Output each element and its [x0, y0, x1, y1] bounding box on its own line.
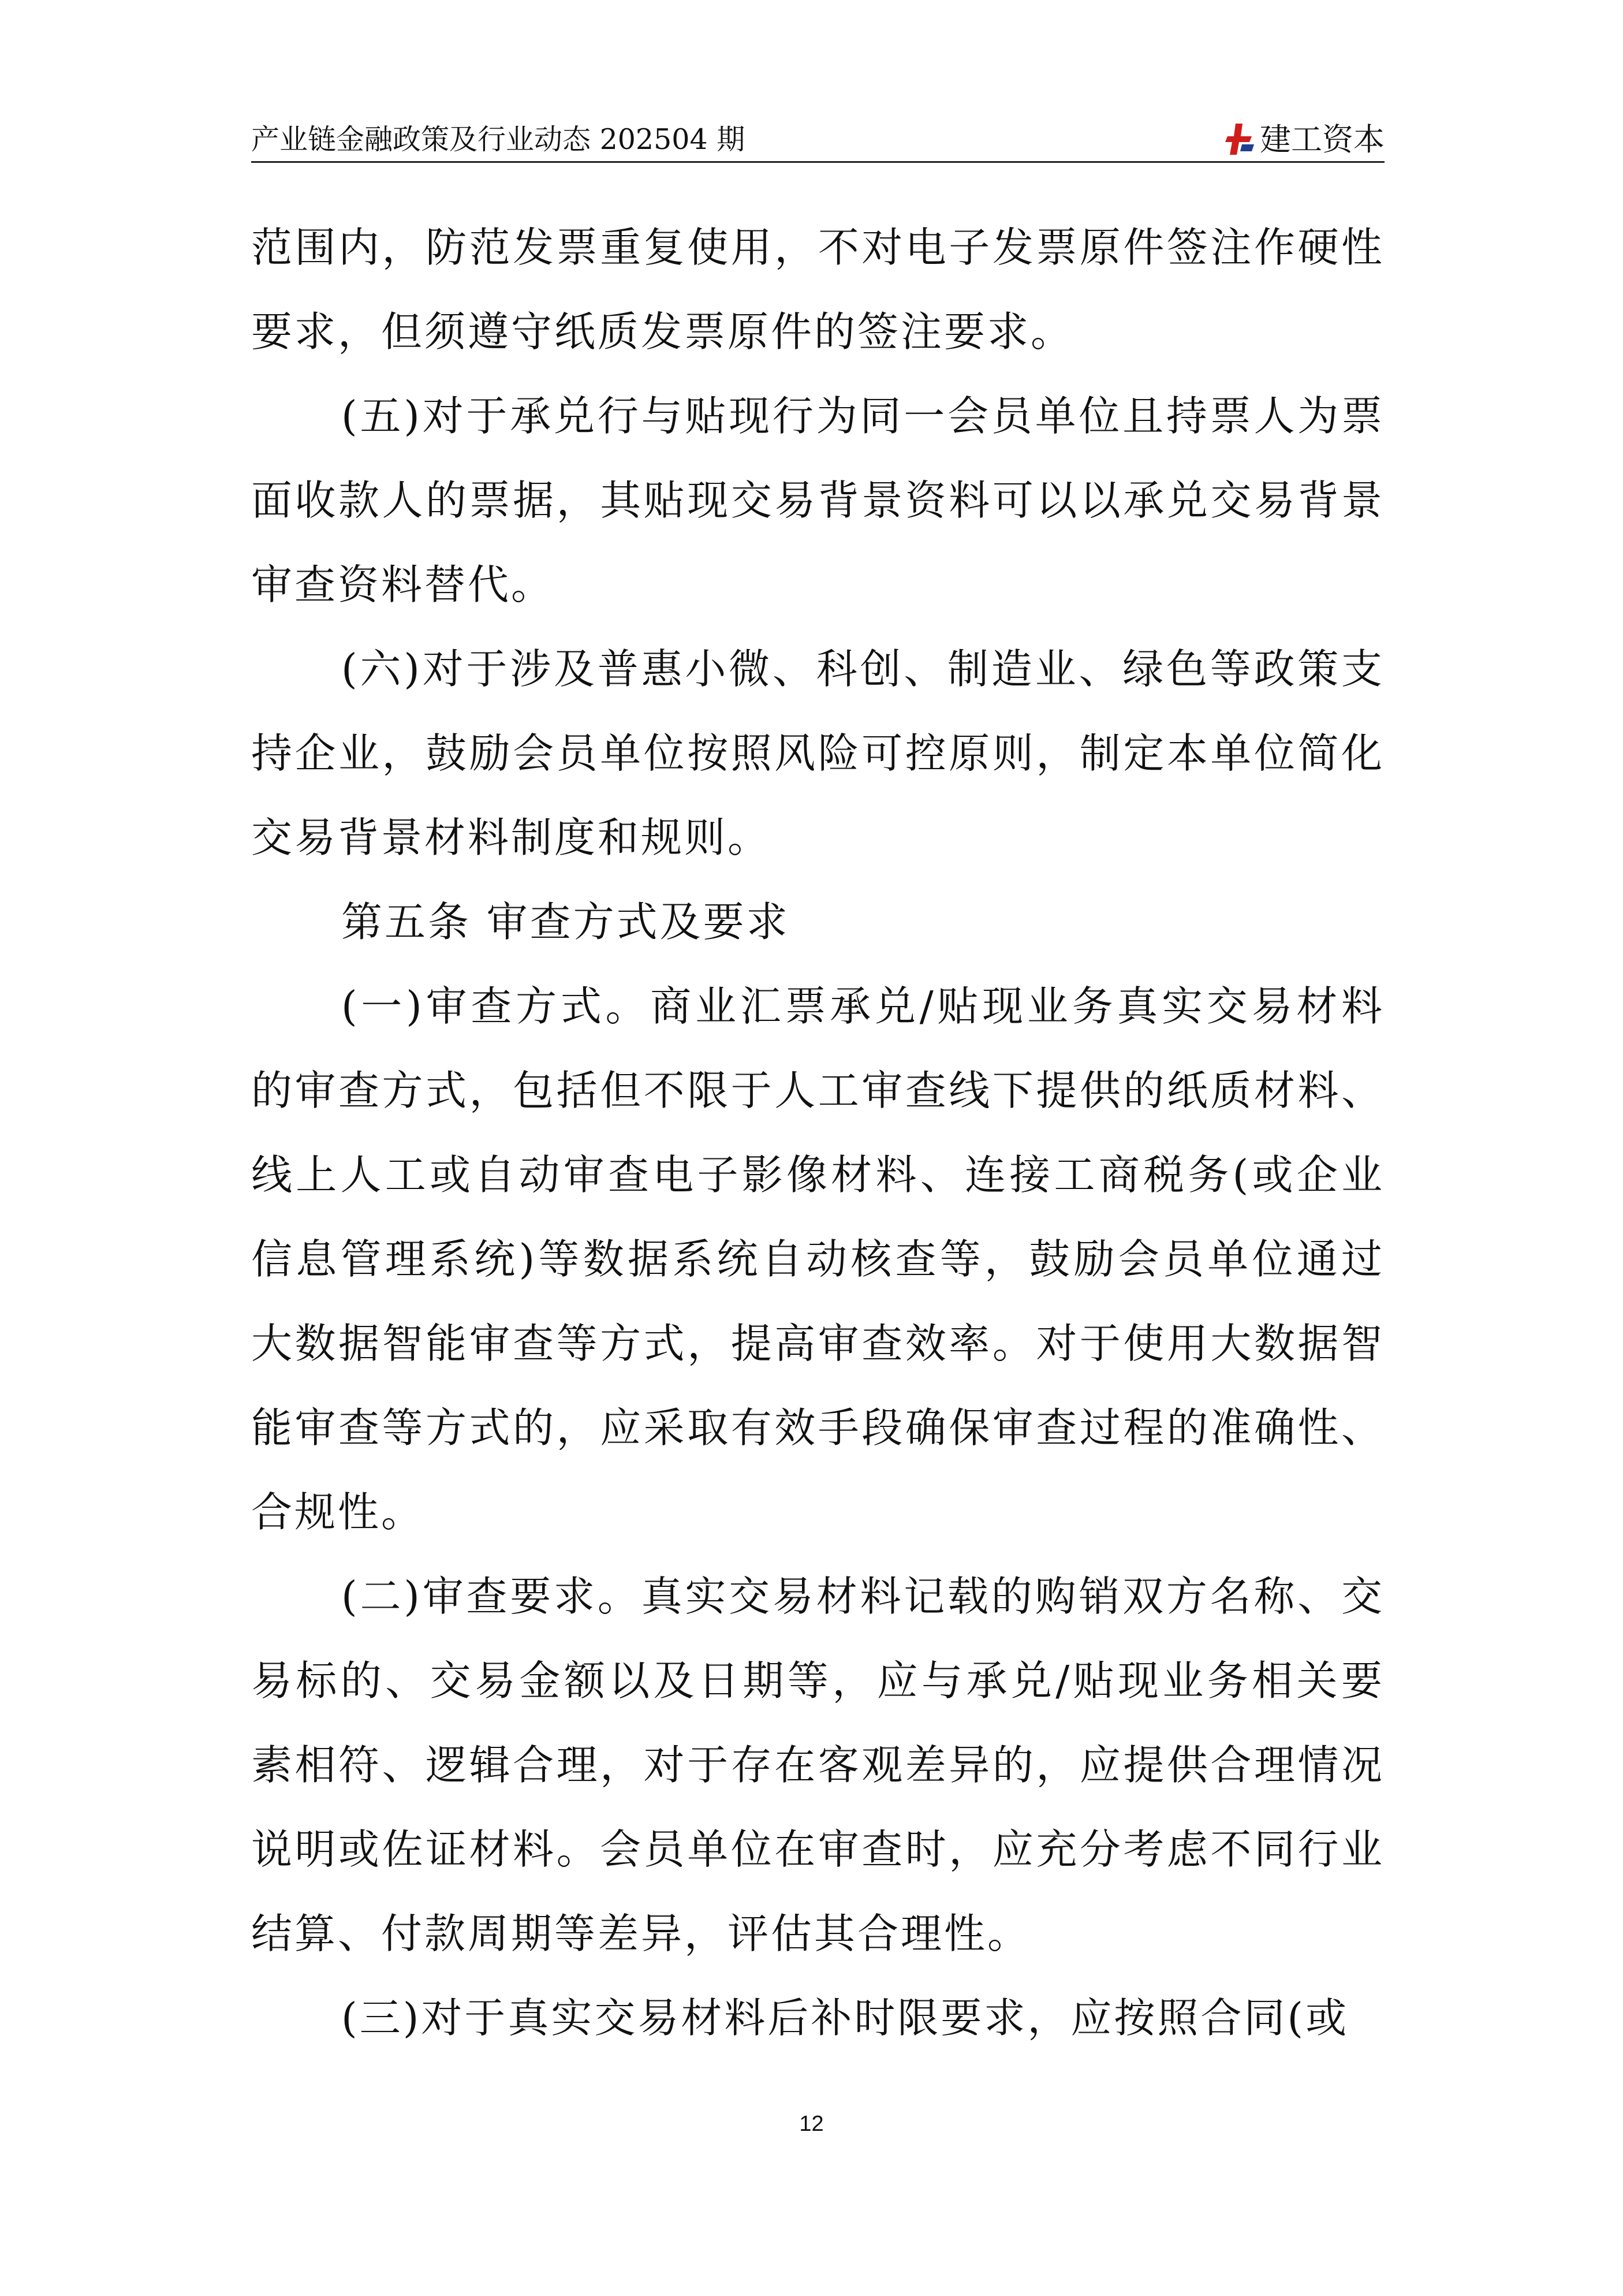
header-divider — [251, 161, 1385, 163]
section-heading: 第五条 审查方式及要求 — [341, 898, 790, 946]
brand-name: 建工资本 — [1260, 121, 1385, 158]
body-paragraph: 范围内，防范发票重复使用，不对电子发票原件签注作硬性要求，但须遵守纸质发票原件的签注要求。 — [251, 223, 1385, 356]
header-title: 产业链金融政策及行业动态 202504 期 — [251, 123, 745, 156]
body-paragraph: (一)审查方式。商业汇票承兑/贴现业务真实交易材料的审查方式，包括但不限于人工审查线下提供的纸质材料、线上人工或自动审查电子影像材料、连接工商税务(或企业信息管理系统)等数据系统自动核查等，鼓励会员单位通过大数据智能审查等方式，提高审查效率。对于使用大数据智能审查等方式的，应采取有效手段确保审查过程的准确性、合规性。 — [251, 982, 1385, 1536]
body-paragraph: (三)对于真实交易材料后补时限要求，应按照合同(或 — [341, 1994, 1349, 2042]
page-header — [251, 114, 1385, 161]
body-paragraph: (五)对于承兑行与贴现行为同一会员单位且持票人为票面收款人的票据，其贴现交易背景资料可以以承兑交易背景审查资料替代。 — [251, 392, 1385, 609]
body-paragraph: (六)对于涉及普惠小微、科创、制造业、绿色等政策支持企业，鼓励会员单位按照风险可控原则，制定本单位简化交易背景材料制度和规则。 — [251, 645, 1385, 862]
document-body — [251, 206, 1385, 2060]
body-paragraph: (二)审查要求。真实交易材料记载的购销双方名称、交易标的、交易金额以及日期等，应与承兑/贴现业务相关要素相符、逻辑合理，对于存在客观差异的，应提供合理情况说明或佐证材料。会员单位在审查时，应充分考虑不同行业结算、付款周期等差异，评估其合理性。 — [251, 1572, 1385, 1958]
page-number: 12 — [799, 2112, 824, 2136]
brand-logo-icon — [1223, 121, 1256, 157]
header-brand — [1223, 120, 1385, 157]
